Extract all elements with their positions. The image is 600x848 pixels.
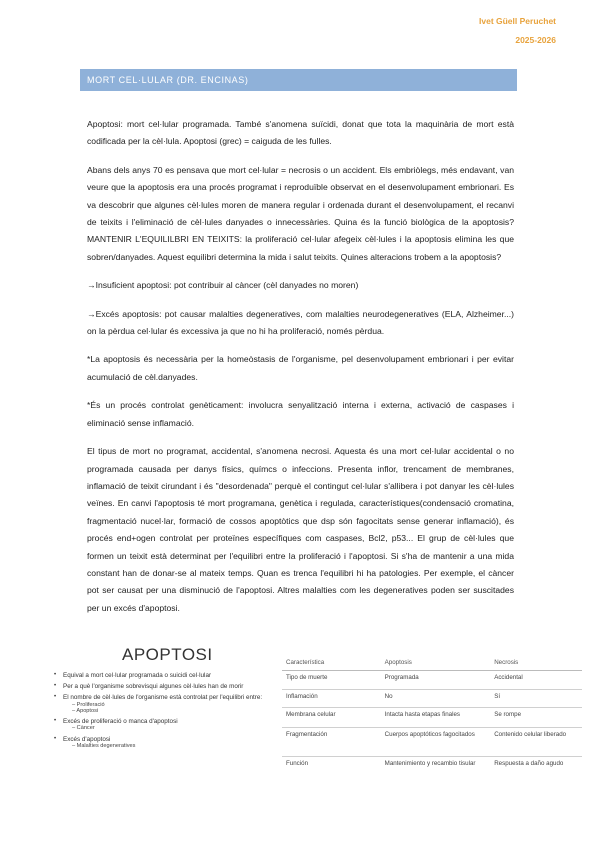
table-row [282, 728, 582, 757]
table-row [282, 757, 582, 785]
table-cell: Membrana celular [286, 711, 336, 718]
table-cell: No [384, 693, 393, 700]
slide-sub-item: – Proliferació [72, 701, 105, 708]
slide-bullet-item [54, 694, 276, 714]
comparison-table-image [282, 656, 582, 785]
table-cell: Cuerpos apoptóticos fagocitados [384, 731, 475, 738]
apoptosi-slide-image [48, 645, 280, 775]
slide-bullet-item [54, 736, 276, 750]
slide-sub-item: – Malalties degeneratives [72, 742, 136, 749]
slide-bullet-item [54, 672, 276, 679]
slide-sub-item: – Càncer [72, 725, 95, 732]
table-cell: Sí [494, 693, 501, 700]
table-cell: Fragmentación [286, 731, 328, 738]
table-header-cell: Necrosis [494, 659, 519, 666]
slide-bullet-item [54, 683, 276, 690]
author-name: Ivet Güell Peruchet [479, 16, 556, 26]
table-cell: Mantenimiento y recambio tisular [384, 760, 476, 767]
bullet-icon: • [54, 683, 57, 690]
bullet-icon: • [54, 672, 57, 678]
slide-bullet-text: Excés de proliferació o manca d'apoptosi [63, 718, 178, 726]
paragraph-homeostasis: *La apoptosis és necessària per la homeòstasis de l'organisme, pel desenvolupament embrionari i per evitar acumulació de cèl.danyades. [87, 354, 514, 382]
slide-bullet-item [54, 718, 276, 732]
slide-bullet-text: Per a què l'organisme sobrevisqui algunes cèl·lules han de morir [63, 683, 244, 691]
section-heading: MORT CEL·LULAR (DR. ENCINAS) [80, 69, 517, 91]
slide-bullet-text: El nombre de cèl·lules de l'organisme està controlat per l'equilibri entre: [63, 694, 263, 702]
table-row [282, 690, 582, 708]
paragraph-genetic-control: *És un procés controlat genèticament: involucra senyalització interna i externa, activació de caspases i eliminació sense inflamació. [87, 400, 514, 428]
paragraph-necrosis: El tipus de mort no programat, accidental, s'anomena necrosi. Aquesta és una mort cel·lular accidental o no programada causada per danys físics, químcs o infeccions. Presenta inflor, trencament de membranes, inflamació de teixit cirundant i és "desordenada" perquè el contingut cel·lular s'allibera i pot danyar les cèl·lules veïnes. En canvi l'apoptosis té mort programana, genètica i regulada, característiques(condensació cromatina, fragmentació nucel·lar, formació de cossos apoptòtics que dsp són fagocitats sense generar inflamació), és procés end+ogen controlat per proteïnes específiques com caspases, Bcl2, p53... El grup de cèl·lules que formen un teixit està determinat per l'equilibri entre la proliferació i l'apoptosi. Si s'ha de mantenir a una mida constant han de donar-se al mateix temps. Quan es trenca l'equilibri hi ha patologies. Per exemple, el càncer pot ser causat per una disminució de l'apoptosi. Altres malalties com les degeneratives poden ser suscitades per un excés d'apoptosi. [87, 446, 514, 613]
table-cell: Se rompe [494, 711, 522, 718]
slide-sub-item: – Apoptosi [72, 707, 99, 714]
table-cell: Función [286, 760, 309, 767]
table-header-row [282, 656, 582, 671]
table-cell: Tipo de muerte [286, 674, 328, 681]
slide-bullet-text: Equival a mort cel·lular programada o suicidi cel·lular [63, 672, 212, 679]
table-cell: Accidental [494, 674, 523, 681]
academic-year: 2025-2026 [515, 35, 556, 45]
table-cell: Intacta hasta etapas finales [384, 711, 461, 718]
slide-title: APOPTOSI [122, 645, 213, 664]
bullet-icon: • [54, 694, 57, 701]
table-cell: Respuesta a daño agudo [494, 760, 564, 767]
paragraph-history: Abans dels anys 70 es pensava que mort cel·lular = necrosis o un accident. Els embriòlegs, més endavant, van veure que la apoptosis era una procés programat i reproduïble observat en el desenvolupament embrionari. Es va descobrir que algunes cèl·lules moren de manera regular i ordenada durant el desenvolupament, el recanvi de teixits i l'eliminació de cèl·lules danyades o innecessàries. Quina és la funció biològica de la apoptosis? MANTENIR L'EQUILILBRI EN TEIXITS: la proliferació cel·lular afegeix cèl·lules i la apoptosis elimina les que sobren/danyades. Aquest equilibri determina la mida i salut teixits. Quines alteracions trobem a la apoptosis? [87, 164, 514, 262]
table-cell: Contenido celular liberado [494, 731, 567, 738]
paragraph-apoptosi-definition: Apoptosi: mort cel·lular programada. També s'anomena suïcidi, donat que tota la maquinària de mort està codificada per la cèl·lula. Apoptosi (grec) = caiguda de les fulles. [87, 119, 514, 147]
bullet-icon: • [54, 735, 57, 742]
table-row [282, 671, 582, 690]
bullet-icon: • [54, 718, 57, 725]
table-cell: Inflamación [286, 693, 318, 700]
paragraph-insufficient-apoptosis: →Insuficient apoptosi: pot contribuir al càncer (cèl danyades no moren) [87, 280, 359, 291]
table-header-cell: Característica [286, 659, 325, 666]
table-row [282, 708, 582, 728]
table-cell: Programada [384, 674, 419, 681]
slide-bullet-text: Excés d'apoptosi [63, 735, 111, 743]
paragraph-excess-apoptosis: →Excés apoptosis: pot causar malalties degeneratives, com malalties neurodegeneratives (ELA, Alzheimer...) on la pèrdua cel·lular és excessiva ja que no hi ha proliferació, només pèrdua. [87, 308, 514, 337]
table-header-cell: Apoptosis [384, 659, 412, 666]
document-header [479, 12, 556, 50]
body-text [87, 116, 514, 617]
slide-bullet-list [54, 672, 276, 753]
